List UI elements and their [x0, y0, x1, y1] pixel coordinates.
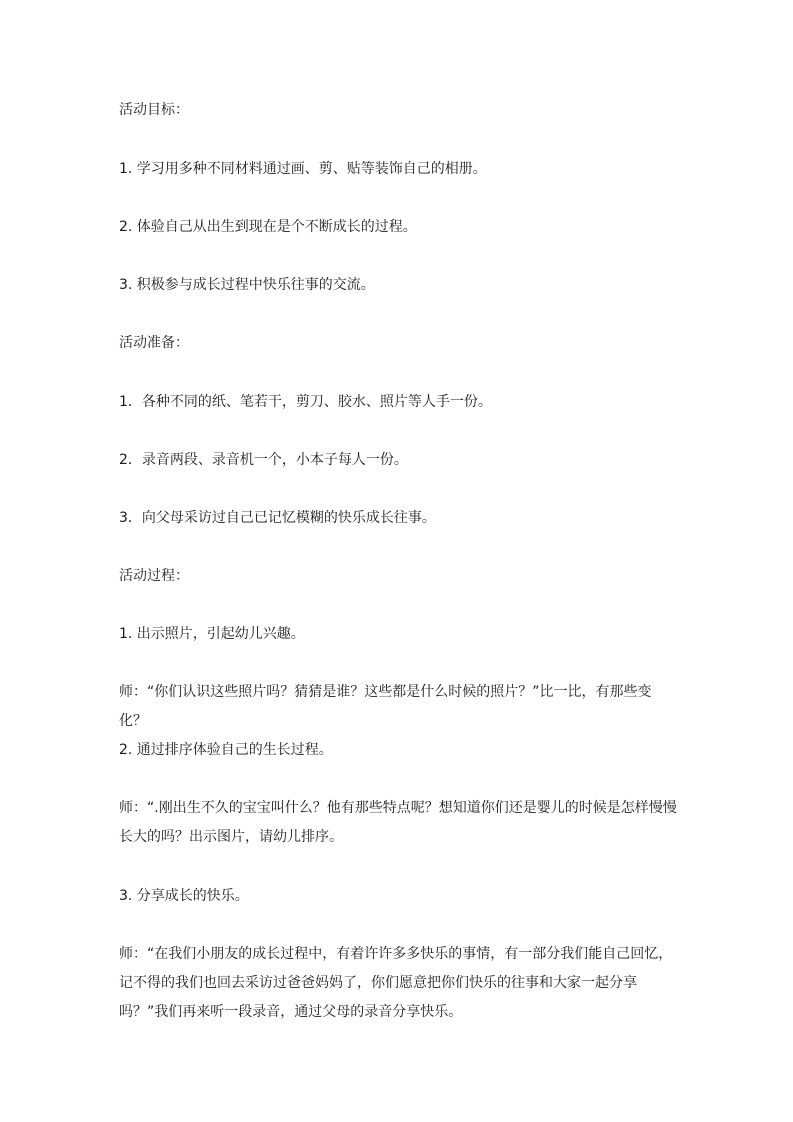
process-step: 3. 分享成长的快乐。	[119, 888, 249, 904]
process-heading: 活动过程：	[119, 568, 189, 584]
process-step: 2. 通过排序体验自己的生长过程。	[119, 742, 333, 758]
prep-item: 3．向父母采访过自己已记忆模糊的快乐成长往事。	[119, 510, 436, 526]
teacher-dialogue: 师：“.刚出生不久的宝宝叫什么？他有那些特点呢？想知道你们还是婴儿的时候是怎样慢慢长大的吗？出示图片，请幼儿排序。	[119, 800, 677, 845]
goal-item: 1. 学习用多种不同材料通过画、剪、贴等装饰自己的相册。	[119, 161, 487, 177]
process-step: 1. 出示照片，引起幼儿兴趣。	[119, 626, 305, 642]
prep-item: 1．各种不同的纸、笔若干，剪刀、胶水、照片等人手一份。	[119, 394, 492, 410]
prep-item: 2．录音两段、录音机一个，小本子每人一份。	[119, 452, 408, 468]
goal-item: 3. 积极参与成长过程中快乐往事的交流。	[119, 277, 375, 293]
teacher-dialogue: 师：“在我们小朋友的成长过程中，有着许许多多快乐的事情，有一部分我们能自己回忆，记不得的我们也回去采访过爸爸妈妈了，你们愿意把你们快乐的往事和大家一起分享吗？”我们再来听一段录音，通过父母的录音分享快乐。	[119, 946, 673, 1020]
goal-item: 2. 体验自己从出生到现在是个不断成长的过程。	[119, 219, 417, 235]
teacher-dialogue: 师：“你们认识这些照片吗？猜猜是谁？这些都是什么时候的照片？”比一比，有那些变化？	[119, 684, 652, 729]
prep-heading: 活动准备：	[119, 335, 189, 351]
goals-heading: 活动目标：	[119, 102, 189, 118]
